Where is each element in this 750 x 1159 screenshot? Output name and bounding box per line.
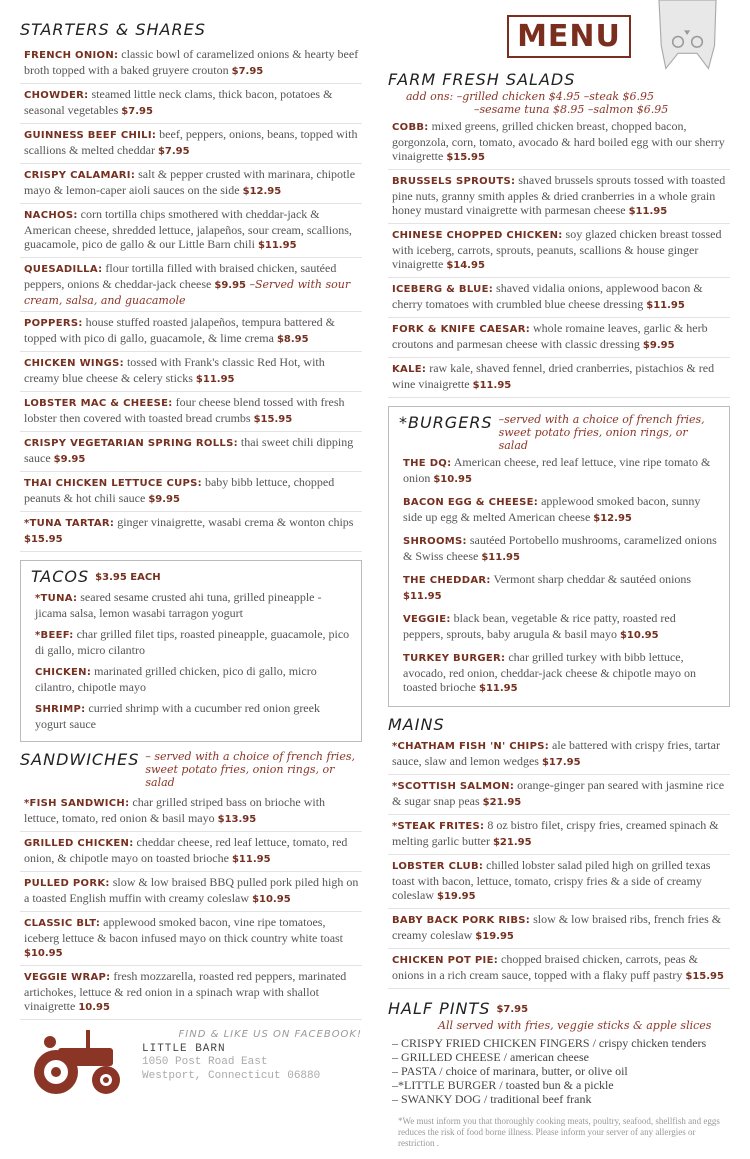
item-description: slow & low braised BBQ pulled pork piled high on a toasted English muffin with creamy coleslaw bbox=[24, 875, 359, 905]
cat-illustration-icon bbox=[645, 0, 730, 70]
menu-item bbox=[388, 278, 730, 318]
item-name: POPPERS: bbox=[24, 318, 83, 329]
item-description: ale battered with crispy fries, tartar sauce, slaw and lemon wedges bbox=[392, 738, 720, 768]
item-description: corn tortilla chips smothered with cheddar-jack & American cheese, shredded lettuce, jalapeños, sour cream, scallions, guacamole, pico de gallo & our Little Barn chili bbox=[24, 207, 352, 251]
menu-item bbox=[388, 949, 730, 989]
menu-item bbox=[388, 855, 730, 909]
item-description: whole romaine leaves, garlic & herb croutons and parmesan cheese with classic dressing bbox=[392, 321, 708, 351]
menu-item bbox=[31, 661, 351, 698]
item-price: $21.95 bbox=[492, 837, 532, 848]
item-description: soy glazed chicken breast tossed with iceberg, carrots, sprouts, peanuts, scallions & house ginger vinaigrette bbox=[392, 227, 722, 271]
burgers-box bbox=[388, 406, 730, 707]
tractor-logo-icon bbox=[28, 1028, 128, 1098]
menu-item bbox=[20, 512, 362, 552]
item-name: FISH SANDWICH: bbox=[29, 798, 130, 809]
item-description: shaved vidalia onions, applewood bacon & cherry tomatoes with crumbled blue cheese dressing bbox=[392, 281, 703, 311]
food-safety-disclaimer: *We must inform you that thoroughly cooking meats, poultry, seafood, shellfish and eggs reduces the risk of food borne illness. Please inform your server of any allergies or restriction . bbox=[398, 1116, 720, 1148]
item-price: $9.95 bbox=[642, 340, 675, 351]
menu-item bbox=[20, 966, 362, 1020]
menu-item bbox=[20, 832, 362, 872]
left-column bbox=[20, 20, 362, 1098]
item-description: char grilled turkey with bibb lettuce, avocado, red onion, cheddar-jack cheese & chipotle mayo on toasted brioche bbox=[403, 650, 696, 694]
menu-item bbox=[388, 224, 730, 278]
menu-item bbox=[388, 116, 730, 170]
item-name: SCOTTISH SALMON: bbox=[397, 781, 515, 792]
item-price: $10.95 bbox=[433, 474, 472, 485]
item-price: $11.95 bbox=[628, 206, 668, 217]
item-name: GRILLED CHICKEN: bbox=[24, 838, 134, 849]
item-price: 10.95 bbox=[78, 1002, 110, 1013]
menu-item bbox=[20, 472, 362, 512]
footer-text bbox=[142, 1028, 362, 1098]
item-name: SHRIMP: bbox=[35, 704, 86, 715]
item-description: baby bibb lettuce, chopped peanuts & hot chili sauce bbox=[24, 475, 335, 505]
item-name: CHATHAM FISH 'N' CHIPS: bbox=[397, 741, 550, 752]
item-price: $11.95 bbox=[403, 591, 442, 602]
menu-item bbox=[20, 258, 362, 312]
salad-addons bbox=[388, 90, 730, 116]
item-price: $19.95 bbox=[436, 891, 476, 902]
tacos-list bbox=[31, 587, 351, 735]
menu-item bbox=[20, 124, 362, 164]
item-description: beef, peppers, onions, beans, topped with scallions & melted cheddar bbox=[24, 127, 358, 157]
item-name: BACON EGG & CHEESE: bbox=[403, 497, 539, 508]
item-description: marinated grilled chicken, pico di gallo, micro cilantro, chipotle mayo bbox=[35, 664, 317, 694]
item-description: cheddar cheese, red leaf lettuce, tomato, red onion, & chipotle mayo on toasted brioche bbox=[24, 835, 348, 865]
item-name: NACHOS: bbox=[24, 210, 78, 221]
item-price: $11.95 bbox=[478, 683, 518, 694]
footer bbox=[20, 1028, 362, 1098]
item-price: $15.95 bbox=[685, 971, 724, 982]
item-name: TURKEY BURGER: bbox=[403, 653, 506, 664]
starters-section bbox=[20, 20, 362, 552]
menu-item bbox=[388, 815, 730, 855]
item-description: seared sesame crusted ahi tuna, grilled pineapple -jicama salsa, lemon wasabi tarragon yogurt bbox=[35, 590, 322, 620]
item-price: $15.95 bbox=[446, 152, 485, 163]
item-name: FRENCH ONION: bbox=[24, 50, 119, 61]
star-marker: * bbox=[35, 593, 41, 604]
item-description: raw kale, shaved fennel, dried cranberries, pistachios & red wine vinaigrette bbox=[392, 361, 715, 391]
item-name: TUNA TARTAR: bbox=[29, 518, 115, 529]
menu-item bbox=[20, 164, 362, 204]
item-description: chopped braised chicken, carrots, peas & onions in a rich cream sauce, topped with a flaky puff pastry bbox=[392, 952, 698, 982]
item-name: CHICKEN POT PIE: bbox=[392, 955, 499, 966]
menu-item bbox=[20, 912, 362, 966]
kids-menu-item: – SWANKY DOG / traditional beef frank bbox=[392, 1092, 592, 1106]
tacos-box bbox=[20, 560, 362, 742]
burgers-note: –served with a choice of french fries, sweet potato fries, onion rings, or salad bbox=[498, 413, 705, 452]
starters-list bbox=[20, 44, 362, 552]
item-description: slow & low braised ribs, french fries & creamy coleslaw bbox=[392, 912, 722, 942]
item-price: $7.95 bbox=[231, 66, 264, 77]
item-name: ICEBERG & BLUE: bbox=[392, 284, 494, 295]
sandwiches-note: – served with a choice of french fries, sweet potato fries, onion rings, or salad bbox=[145, 750, 355, 789]
item-price: $11.95 bbox=[481, 552, 520, 563]
item-price: $11.95 bbox=[231, 854, 271, 865]
sandwiches-section bbox=[20, 750, 362, 1020]
facebook-callout[interactable]: FIND & LIKE US ON FACEBOOK! bbox=[178, 1029, 362, 1040]
menu-item bbox=[399, 569, 719, 608]
item-price: $15.95 bbox=[24, 534, 63, 545]
item-name: COBB: bbox=[392, 122, 429, 133]
salads-section bbox=[388, 70, 730, 398]
item-name: CRISPY VEGETARIAN SPRING ROLLS: bbox=[24, 438, 238, 449]
kids-menu-item: –*LITTLE BURGER / toasted bun & a pickle bbox=[392, 1078, 614, 1092]
item-name: SHROOMS: bbox=[403, 536, 467, 547]
item-price: $17.95 bbox=[541, 757, 581, 768]
menu-item bbox=[31, 698, 351, 735]
kids-menu-item: – PASTA / choice of marinara, butter, or olive oil bbox=[392, 1064, 628, 1078]
menu-item bbox=[399, 530, 719, 569]
mains-list bbox=[388, 735, 730, 989]
item-description: flour tortilla filled with braised chicken, sautéed peppers, onions & cheddar-jack cheese bbox=[24, 261, 337, 291]
item-description: chilled lobster salad piled high on grilled texas toast with bacon, lettuce, tomato, crispy fries & a side of creamy coleslaw bbox=[392, 858, 711, 902]
item-name: FORK & KNIFE CAESAR: bbox=[392, 324, 530, 335]
addons-line-2: –sesame tuna $8.95 –salmon $6.95 bbox=[474, 103, 669, 116]
tacos-heading: TACOS bbox=[31, 567, 90, 586]
star-marker: * bbox=[392, 821, 398, 832]
starters-heading: STARTERS & SHARES bbox=[20, 20, 206, 39]
menu-item bbox=[20, 44, 362, 84]
menu-item bbox=[388, 358, 730, 398]
star-marker: * bbox=[392, 741, 398, 752]
item-price: $14.95 bbox=[446, 260, 485, 271]
item-name: THAI CHICKEN LETTUCE CUPS: bbox=[24, 478, 202, 489]
menu-item bbox=[399, 647, 719, 700]
item-name: THE DQ: bbox=[403, 458, 452, 469]
item-name: BEEF: bbox=[40, 630, 74, 641]
item-description: salt & pepper crusted with marinara, chipotle mayo & lemon-caper aioli sauces on the side bbox=[24, 167, 356, 197]
half-pints-list bbox=[388, 1036, 730, 1106]
menu-item bbox=[20, 432, 362, 472]
item-name: GUINNESS BEEF CHILI: bbox=[24, 130, 157, 141]
item-name: CHINESE CHOPPED CHICKEN: bbox=[392, 230, 563, 241]
tacos-price: $3.95 EACH bbox=[95, 571, 161, 583]
half-pints-section bbox=[388, 999, 730, 1149]
item-description: American cheese, red leaf lettuce, vine ripe tomato & onion bbox=[403, 455, 711, 485]
menu-item bbox=[20, 392, 362, 432]
item-description: tossed with Frank's classic Red Hot, with creamy blue cheese & celery sticks bbox=[24, 355, 325, 385]
item-name: VEGGIE WRAP: bbox=[24, 972, 111, 983]
item-price: $13.95 bbox=[217, 814, 257, 825]
item-name: CHICKEN WINGS: bbox=[24, 358, 124, 369]
menu-item bbox=[399, 491, 719, 530]
half-pints-heading: HALF PINTS bbox=[388, 999, 491, 1018]
menu-item bbox=[31, 624, 351, 661]
mains-section bbox=[388, 715, 730, 989]
item-price: $11.95 bbox=[646, 300, 685, 311]
star-marker: * bbox=[24, 798, 30, 809]
item-description: classic bowl of caramelized onions & hearty beef broth topped with a baked gruyere crouton bbox=[24, 47, 359, 77]
item-price: $19.95 bbox=[475, 931, 514, 942]
item-price: $11.95 bbox=[472, 380, 512, 391]
item-name: BRUSSELS SPROUTS: bbox=[392, 176, 516, 187]
item-price: $21.95 bbox=[482, 797, 522, 808]
item-price: $11.95 bbox=[195, 374, 235, 385]
item-description: shaved brussels sprouts tossed with toasted pine nuts, granny smith apples & dried cranberries in a whole grain honey mustard vinaigrette with parmesan cheese bbox=[392, 173, 726, 217]
item-price: $10.95 bbox=[619, 630, 659, 641]
mains-heading: MAINS bbox=[388, 715, 445, 734]
star-marker: * bbox=[35, 630, 41, 641]
item-description: curried shrimp with a cucumber red onion greek yogurt sauce bbox=[35, 701, 320, 731]
kids-menu-item: – CRISPY FRIED CHICKEN FINGERS / crispy chicken tenders bbox=[392, 1036, 707, 1050]
item-name: VEGGIE: bbox=[403, 614, 451, 625]
item-name: LOBSTER CLUB: bbox=[392, 861, 484, 872]
item-name: CRISPY CALAMARI: bbox=[24, 170, 136, 181]
item-price: $9.95 bbox=[214, 280, 246, 291]
item-price: $10.95 bbox=[24, 948, 63, 959]
menu-item bbox=[20, 792, 362, 832]
menu-item bbox=[388, 318, 730, 358]
item-description: fresh mozzarella, roasted red peppers, marinated artichokes, lettuce & red onion in a spinach wrap with shallot vinaigrette bbox=[24, 969, 347, 1013]
restaurant-name: LITTLE BARN bbox=[142, 1043, 226, 1055]
item-description: steamed little neck clams, thick bacon, potatoes & seasonal vegetables bbox=[24, 87, 333, 117]
star-marker: * bbox=[392, 781, 398, 792]
menu-item bbox=[388, 170, 730, 224]
item-description: orange-ginger pan seared with jasmine rice & sugar snap peas bbox=[392, 778, 725, 808]
item-price: $9.95 bbox=[148, 494, 180, 505]
top-banner bbox=[388, 0, 730, 70]
item-name: KALE: bbox=[392, 364, 427, 375]
menu-title: MENU bbox=[507, 15, 631, 58]
address-line-2: Westport, Connecticut 06880 bbox=[142, 1070, 321, 1082]
menu-item bbox=[31, 587, 351, 624]
burgers-list bbox=[399, 452, 719, 700]
item-description: ginger vinaigrette, wasabi crema & wonton chips bbox=[114, 515, 354, 529]
half-pints-note: All served with fries, veggie sticks & apple slices bbox=[438, 1019, 712, 1032]
item-name: CHOWDER: bbox=[24, 90, 89, 101]
sandwiches-heading: SANDWICHES bbox=[20, 750, 140, 769]
item-note: –Served with sour cream, salsa, and guacamole bbox=[24, 278, 351, 307]
item-name: CLASSIC BLT: bbox=[24, 918, 101, 929]
item-price: $11.95 bbox=[257, 240, 297, 251]
item-description: 8 oz bistro filet, crispy fries, creamed spinach & melting garlic butter bbox=[392, 818, 719, 848]
menu-item bbox=[388, 909, 730, 949]
kids-menu-item: – GRILLED CHEESE / american cheese bbox=[392, 1050, 589, 1064]
salads-heading: FARM FRESH SALADS bbox=[388, 70, 576, 89]
menu-item bbox=[399, 452, 719, 491]
menu-item bbox=[20, 84, 362, 124]
item-price: $7.95 bbox=[157, 146, 190, 157]
menu-item bbox=[399, 608, 719, 647]
salads-list bbox=[388, 116, 730, 398]
sandwiches-list bbox=[20, 792, 362, 1020]
star-marker: * bbox=[24, 518, 30, 529]
item-description: char grilled striped bass on brioche with lettuce, tomato, red onion & basil mayo bbox=[24, 795, 326, 825]
item-name: STEAK FRITES: bbox=[397, 821, 485, 832]
addons-line-1: add ons: –grilled chicken $4.95 –steak $6.95 bbox=[406, 90, 655, 103]
item-description: four cheese blend tossed with fresh lobster then covered with toasted bread crumbs bbox=[24, 395, 345, 425]
item-name: PULLED PORK: bbox=[24, 878, 110, 889]
item-price: $7.95 bbox=[121, 106, 153, 117]
item-description: black bean, vegetable & rice patty, roasted red peppers, sprouts, baby arugula & basil mayo bbox=[403, 611, 676, 641]
item-description: sautéed Portobello mushrooms, caramelized onions & Swiss cheese bbox=[403, 533, 717, 563]
menu-item bbox=[388, 735, 730, 775]
item-price: $8.95 bbox=[276, 334, 309, 345]
item-name: TUNA: bbox=[40, 593, 78, 604]
item-name: THE CHEDDAR: bbox=[403, 575, 491, 586]
menu-item bbox=[20, 872, 362, 912]
item-price: $15.95 bbox=[253, 414, 293, 425]
right-column bbox=[388, 0, 730, 1149]
item-name: QUESADILLA: bbox=[24, 264, 103, 275]
address-line-1: 1050 Post Road East bbox=[142, 1056, 268, 1068]
item-description: mixed greens, grilled chicken breast, chopped bacon, gorgonzola, corn, tomato, avocado & hard boiled egg with our sherry vinaigrette bbox=[392, 119, 725, 163]
item-description: Vermont sharp cheddar & sautéed onions bbox=[490, 572, 692, 586]
menu-item bbox=[20, 352, 362, 392]
menu-item bbox=[388, 775, 730, 815]
item-price: $10.95 bbox=[252, 894, 291, 905]
burgers-heading: *BURGERS bbox=[399, 413, 493, 432]
menu-item bbox=[20, 204, 362, 258]
item-description: thai sweet chili dipping sauce bbox=[24, 435, 354, 465]
menu-item bbox=[20, 312, 362, 352]
item-price: $9.95 bbox=[53, 454, 86, 465]
half-pints-price: $7.95 bbox=[496, 1003, 529, 1015]
item-price: $12.95 bbox=[242, 186, 282, 197]
restaurant-address bbox=[142, 1055, 362, 1083]
item-description: char grilled filet tips, roasted pineapple, guacamole, pico di gallo, micro cilantro bbox=[35, 627, 350, 657]
item-price: $12.95 bbox=[593, 513, 632, 524]
item-description: house stuffed roasted jalapeños, tempura battered & topped with pico di gallo, guacamole, & lime crema bbox=[24, 315, 335, 345]
item-name: CHICKEN: bbox=[35, 667, 92, 678]
item-name: LOBSTER MAC & CHEESE: bbox=[24, 398, 173, 409]
item-description: applewood smoked bacon, vine ripe tomatoes, iceberg lettuce & bacon infused mayo on thick country white toast bbox=[24, 915, 344, 945]
item-description: applewood smoked bacon, sunny side up egg & melted American cheese bbox=[403, 494, 701, 524]
item-name: BABY BACK PORK RIBS: bbox=[392, 915, 531, 926]
